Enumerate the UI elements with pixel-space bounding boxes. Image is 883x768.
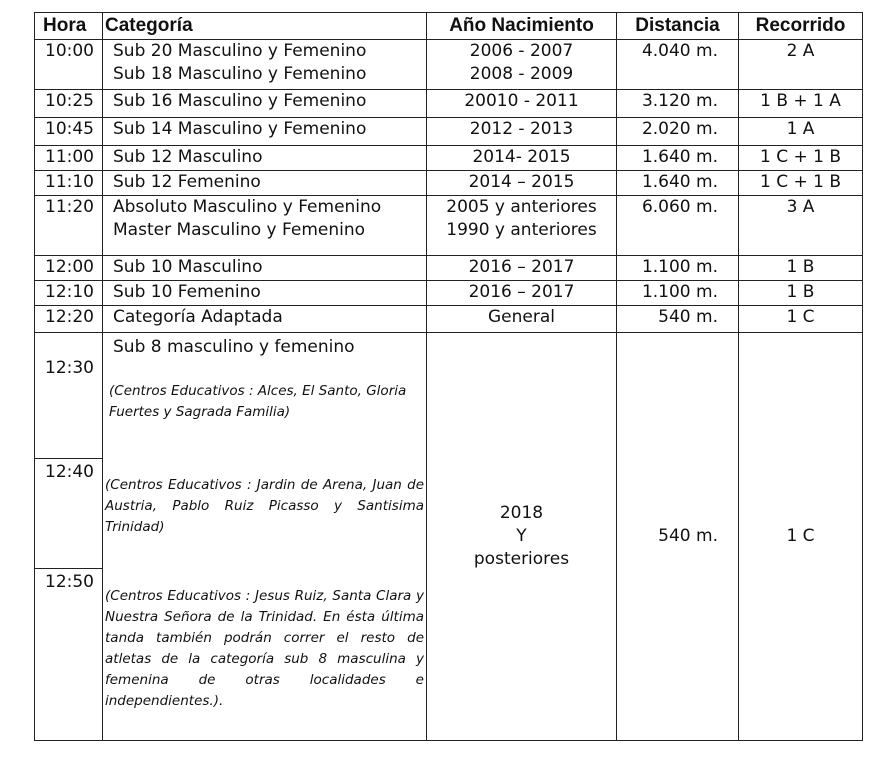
hora-cell: 10:00 <box>35 40 103 90</box>
ano-line: 2008 - 2009 <box>469 64 574 84</box>
recorrido-cell: 1 C + 1 B <box>739 146 863 171</box>
categoria-cell: Categoría Adaptada <box>103 306 427 333</box>
categoria-cell <box>103 196 427 256</box>
ano-line: Y <box>516 526 527 546</box>
recorrido-cell: 1 B <box>739 256 863 281</box>
recorrido-cell: 3 A <box>739 196 863 256</box>
table-row <box>35 171 863 196</box>
tanda-note-3: (Centros Educativos : Jesus Ruiz, Santa Clara y Nuestra Señora de la Trinidad. En ésta última tanda también podrán correr el resto de atletas de la categoría sub 8 masculina y femenina de otras localidades e independientes.). <box>105 588 424 709</box>
recorrido-cell: 1 C <box>739 306 863 333</box>
ano-cell <box>427 40 617 90</box>
hora-cell: 11:20 <box>35 196 103 256</box>
recorrido-cell: 1 B + 1 A <box>739 90 863 118</box>
distancia-cell-sub8: 540 m. <box>617 333 739 741</box>
hora-cell: 12:40 <box>35 459 103 569</box>
ano-cell-sub8 <box>427 333 617 741</box>
schedule-table <box>34 12 863 741</box>
table-row <box>35 281 863 306</box>
table-row <box>35 90 863 118</box>
header-ano-nacimiento: Año Nacimiento <box>427 13 617 40</box>
recorrido-cell: 2 A <box>739 40 863 90</box>
categoria-line: Absoluto Masculino y Femenino <box>113 197 382 217</box>
categoria-line: Sub 18 Masculino y Femenino <box>113 64 367 84</box>
hora-cell: 11:00 <box>35 146 103 171</box>
ano-cell: 2016 – 2017 <box>427 281 617 306</box>
ano-cell: 2016 – 2017 <box>427 256 617 281</box>
header-hora: Hora <box>35 13 103 40</box>
distancia-cell: 1.640 m. <box>617 146 739 171</box>
categoria-line: Master Masculino y Femenino <box>113 220 366 240</box>
distancia-cell: 1.640 m. <box>617 171 739 196</box>
categoria-cell: Sub 16 Masculino y Femenino <box>103 90 427 118</box>
ano-cell: 2012 - 2013 <box>427 118 617 146</box>
header-distancia: Distancia <box>617 13 739 40</box>
distancia-cell: 540 m. <box>617 306 739 333</box>
categoria-cell-sub8 <box>103 333 427 741</box>
recorrido-cell: 1 C + 1 B <box>739 171 863 196</box>
categoria-cell: Sub 12 Masculino <box>103 146 427 171</box>
recorrido-cell: 1 B <box>739 281 863 306</box>
distancia-cell: 2.020 m. <box>617 118 739 146</box>
distancia-cell: 1.100 m. <box>617 281 739 306</box>
recorrido-cell-sub8: 1 C <box>739 333 863 741</box>
table-row <box>35 306 863 333</box>
hora-cell: 10:25 <box>35 90 103 118</box>
table-row <box>35 256 863 281</box>
hora-text: 12:30 <box>45 358 94 378</box>
hora-cell: 11:10 <box>35 171 103 196</box>
categoria-line: Sub 20 Masculino y Femenino <box>113 41 367 61</box>
table-row-sub8-1 <box>35 333 863 459</box>
categoria-cell <box>103 40 427 90</box>
ano-cell: 2014 – 2015 <box>427 171 617 196</box>
hora-cell: 12:50 <box>35 569 103 741</box>
ano-line: 1990 y anteriores <box>446 220 597 240</box>
hora-cell: 12:20 <box>35 306 103 333</box>
recorrido-cell: 1 A <box>739 118 863 146</box>
table-row <box>35 40 863 90</box>
hora-cell: 12:00 <box>35 256 103 281</box>
ano-line: 2018 <box>499 503 544 523</box>
hora-cell <box>35 333 103 459</box>
ano-cell: General <box>427 306 617 333</box>
categoria-cell: Sub 14 Masculino y Femenino <box>103 118 427 146</box>
tanda-note-1: (Centros Educativos : Alces, El Santo, Gloria Fuertes y Sagrada Familia) <box>109 383 407 420</box>
header-categoria: Categoría <box>103 13 427 40</box>
table-row <box>35 118 863 146</box>
distancia-cell: 1.100 m. <box>617 256 739 281</box>
header-row <box>35 13 863 40</box>
hora-cell: 12:10 <box>35 281 103 306</box>
distancia-cell: 4.040 m. <box>617 40 739 90</box>
tanda-note-2: (Centros Educativos : Jardin de Arena, Juan de Austria, Pablo Ruiz Picasso y Santisima Trinidad) <box>105 477 424 535</box>
categoria-cell: Sub 10 Masculino <box>103 256 427 281</box>
ano-line: 2005 y anteriores <box>446 197 597 217</box>
ano-line: 2006 - 2007 <box>469 41 574 61</box>
sub8-title: Sub 8 masculino y femenino <box>113 337 355 357</box>
table-row <box>35 196 863 256</box>
distancia-cell: 3.120 m. <box>617 90 739 118</box>
distancia-cell: 6.060 m. <box>617 196 739 256</box>
header-recorrido: Recorrido <box>739 13 863 40</box>
categoria-cell: Sub 12 Femenino <box>103 171 427 196</box>
ano-cell: 2014- 2015 <box>427 146 617 171</box>
ano-cell <box>427 196 617 256</box>
ano-cell: 20010 - 2011 <box>427 90 617 118</box>
table-row <box>35 146 863 171</box>
categoria-cell: Sub 10 Femenino <box>103 281 427 306</box>
hora-cell: 10:45 <box>35 118 103 146</box>
ano-line: posteriores <box>473 549 570 569</box>
